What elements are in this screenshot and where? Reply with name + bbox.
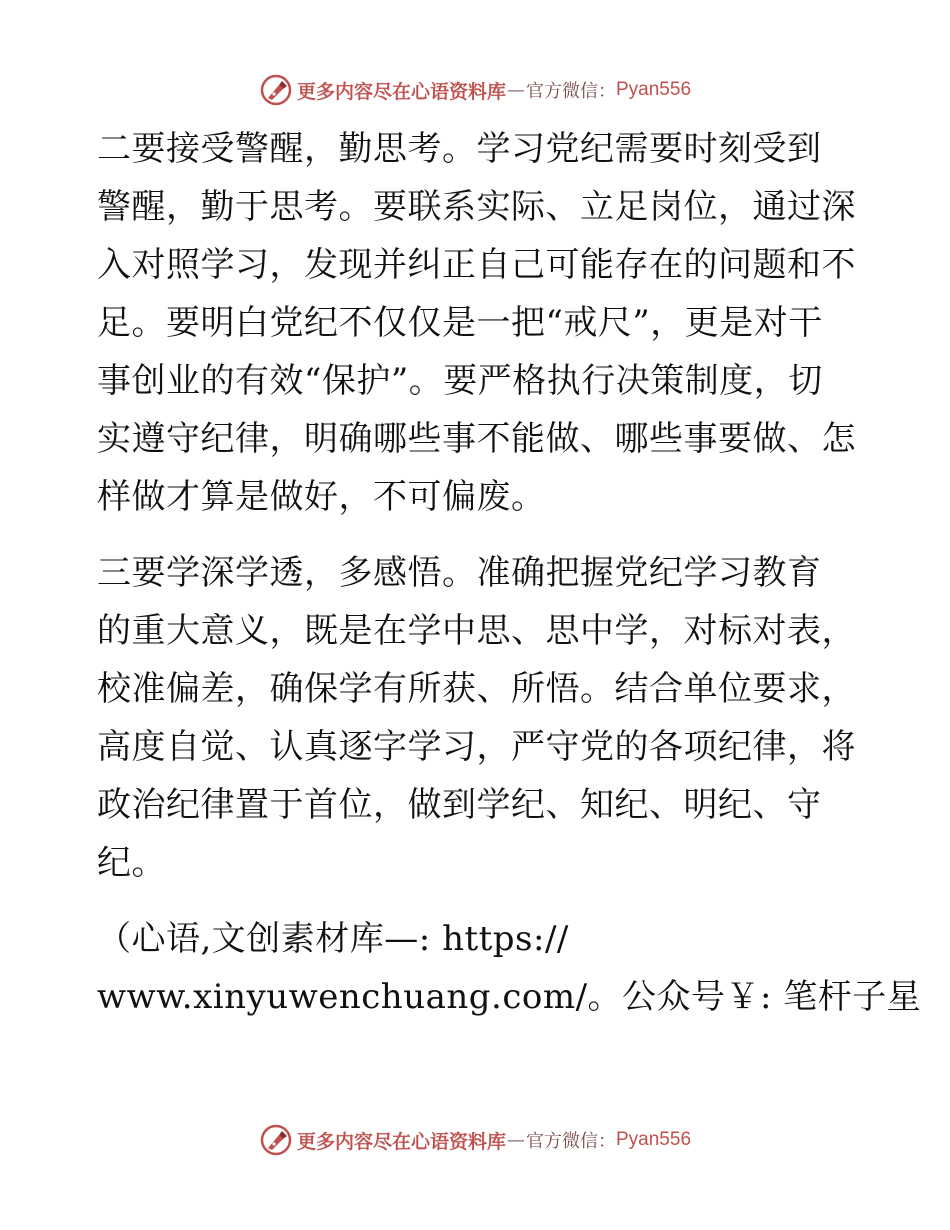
paragraph-third-point [97,544,867,892]
text-line: 三要学深学透，多感悟。准确把握党纪学习教育 [97,553,822,593]
text-line: 样做才算是做好，不可偏废。 [97,477,546,517]
text-line: 纪。 [97,843,166,883]
text-line: 的重大意义，既是在学中思、思中学，对标对表， [97,611,856,651]
text-line: 足。要明白党纪不仅仅是一把“戒尺”，更是对干 [97,303,823,343]
text-line: 实遵守纪律，明确哪些事不能做、哪些事要做、怎 [97,419,856,459]
text-line: 校准偏差，确保学有所获、所悟。结合单位要求， [97,669,856,709]
text-line: 入对照学习，发现并纠正自己可能存在的问题和不 [97,245,856,285]
header-banner [0,70,950,110]
source-note [97,910,922,1026]
pen-nib-logo-icon [259,73,293,107]
banner-main-text: 更多内容尽在心语资料库 [296,80,506,103]
text-line: 高度自觉、认真逐字学习，严守党的各项纪律，将 [97,727,856,767]
text-line: 事创业的有效“保护”。要严格执行决策制度，切 [97,361,823,401]
banner-main-text: 更多内容尽在心语资料库 [296,1130,506,1153]
banner-wechat-label: 官方微信： [526,81,616,102]
banner-wechat-label: 官方微信： [526,1131,616,1152]
text-line: 二要接受警醒，勤思考。学习党纪需要时刻受到 [97,129,822,169]
banner-dash: — [507,1129,525,1151]
text-line: 警醒，勤于思考。要联系实际、立足岗位，通过深 [97,187,856,227]
banner-wechat-id: Pyan556 [616,1129,692,1150]
banner-dash: — [507,79,525,101]
text-line: 政治纪律置于首位，做到学纪、知纪、明纪、守 [97,785,822,825]
banner-wechat-id: Pyan556 [616,79,692,100]
document-body [97,120,922,1026]
text-line: （心语,文创素材库—: https:// [97,919,569,959]
footer-banner [0,1120,950,1160]
text-line: www.xinyuwenchuang.com/。公众号￥: 笔杆子星 [97,977,922,1017]
pen-nib-logo-icon [259,1123,293,1157]
paragraph-second-point [97,120,867,526]
